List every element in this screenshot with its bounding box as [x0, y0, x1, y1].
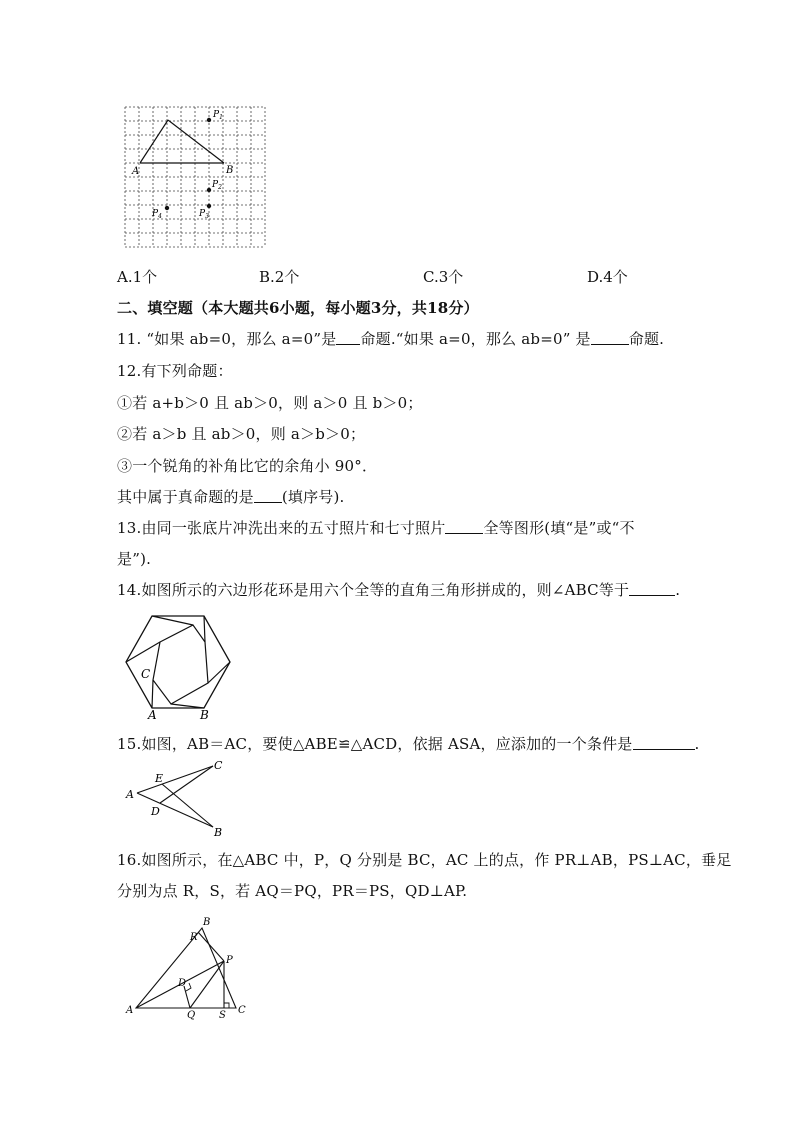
svg-text:P1 [212, 110, 223, 121]
svg-text:P2 [211, 180, 222, 191]
label-p3-sub: 3 [205, 213, 209, 220]
question-12-stem: 12.有下列命题： [117, 362, 233, 380]
fig16-label-q: Q [187, 1010, 196, 1021]
question-12-item-1: ①若 a+b＞0 且 ab＞0，则 a＞0 且 b＞0； [117, 394, 423, 412]
q13-text-2: 全等图形(填“是”或“不 [483, 519, 635, 537]
question-16-line-1: 16.如图所示，在△ABC 中，P，Q 分别是 BC，AC 上的点，作 PR⊥AB，PS⊥AC，垂足 [117, 851, 732, 869]
grid-figure [118, 100, 274, 256]
q11-text-2: 命题.“如果 a=0，那么 ab=0” 是 [360, 330, 591, 348]
fig16-label-s: S [219, 1010, 226, 1021]
q12-blank[interactable] [254, 488, 282, 503]
fig16-label-d: D [178, 978, 187, 989]
q15-text-2: . [694, 735, 700, 753]
q14-text-1: 14.如图所示的六边形花环是用六个全等的直角三角形拼成的，则∠ABC等于 [117, 581, 630, 599]
fig15-label-c: C [214, 760, 223, 772]
q13-text-1: 13.由同一张底片冲洗出来的五寸照片和七寸照片 [117, 519, 446, 537]
point-p2 [207, 188, 211, 192]
q15-text-1: 15.如图，AB＝AC，要使△ABE≌△ACD，依据 ASA，应添加的一个条件是 [117, 735, 633, 753]
question-12-item-2: ②若 a＞b 且 ab＞0，则 a＞b＞0； [117, 425, 366, 443]
fig16-label-p: P [226, 955, 233, 966]
label-p2: P [212, 180, 219, 190]
triangle-ebcd-figure [124, 760, 234, 840]
question-11 [117, 329, 664, 349]
question-15 [117, 734, 699, 754]
fig15-label-d: D [151, 805, 160, 818]
question-13-line-2: 是”). [117, 550, 152, 568]
label-p1: P [213, 110, 220, 120]
q12-ask-text-2: (填序号). [281, 488, 345, 506]
q14-blank[interactable] [629, 581, 675, 596]
fig16-label-r: R [190, 932, 198, 943]
fig16-label-a: A [126, 1005, 134, 1016]
fig15-label-a: A [126, 788, 134, 801]
q11-blank-2[interactable] [591, 330, 629, 345]
hex-label-c: C [141, 667, 151, 681]
fig16-label-b: B [203, 917, 211, 928]
label-p2-sub: 2 [218, 184, 222, 191]
question-14 [117, 580, 680, 600]
hexagon-wreath-figure [124, 612, 234, 722]
svg-text:P3 [198, 209, 209, 220]
q11-blank-1[interactable] [336, 330, 360, 345]
label-a: A [132, 166, 140, 177]
point-p3 [207, 204, 211, 208]
hex-label-a: A [148, 708, 157, 722]
option-d: D.4个 [587, 268, 628, 286]
label-b: B [226, 165, 234, 176]
q12-ask-text-1: 其中属于真命题的是 [117, 488, 254, 506]
q11-text-3: 命题. [628, 330, 665, 348]
q13-blank[interactable] [445, 519, 483, 534]
fig16-label-c: C [238, 1005, 246, 1016]
point-p1 [207, 118, 211, 122]
question-12-ask [117, 487, 345, 507]
option-c: C.3个 [423, 268, 464, 286]
fig15-label-e: E [155, 772, 164, 785]
label-p4: P [152, 209, 159, 219]
q15-blank[interactable] [633, 735, 695, 750]
svg-text:P4 [151, 209, 162, 220]
fig15-label-b: B [214, 826, 223, 839]
q14-text-2: . [675, 581, 681, 599]
option-a: A.1个 [117, 268, 158, 286]
option-b: B.2个 [259, 268, 300, 286]
question-13-line-1 [117, 518, 635, 538]
triangle-abc-figure [122, 910, 262, 1022]
question-12-item-3: ③一个锐角的补角比它的余角小 90°． [117, 457, 378, 475]
point-p4 [165, 206, 169, 210]
question-16-line-2: 分别为点 R，S，若 AQ＝PQ，PR＝PS，QD⊥AP. [117, 882, 468, 900]
label-p1-sub: 1 [219, 114, 223, 121]
label-p4-sub: 4 [158, 213, 162, 220]
hex-label-b: B [200, 708, 209, 722]
q11-text-1: 11. “如果 ab=0，那么 a=0”是 [117, 330, 337, 348]
label-p3: P [199, 209, 206, 219]
section-title: 二、填空题（本大题共6小题，每小题3分，共18分） [117, 299, 479, 317]
